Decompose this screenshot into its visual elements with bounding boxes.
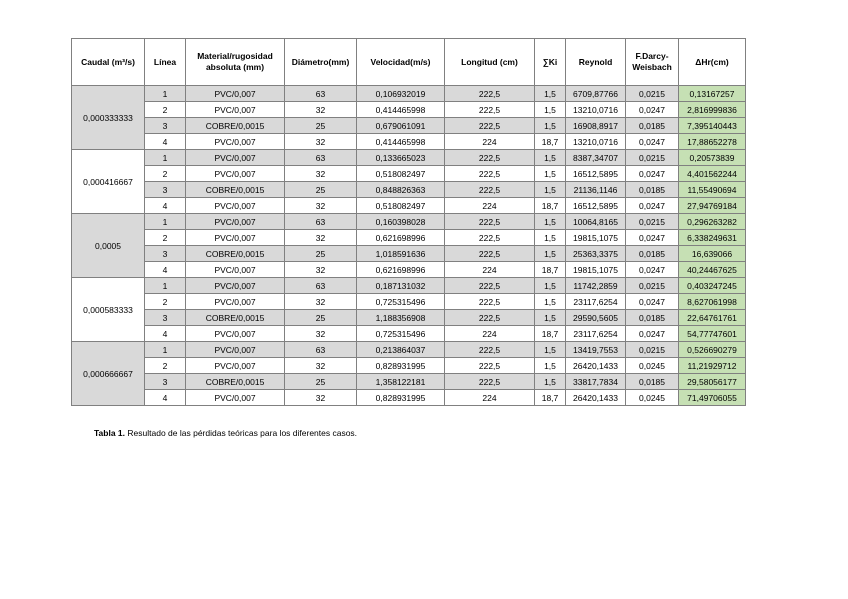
sum-ki-cell: 1,5 [535, 182, 566, 198]
reynold-cell: 19815,1075 [566, 230, 626, 246]
results-table [71, 38, 746, 406]
velocidad-cell: 1,018591636 [357, 246, 445, 262]
reynold-cell: 29590,5605 [566, 310, 626, 326]
material-cell: PVC/0,007 [186, 230, 285, 246]
longitud-cell: 222,5 [445, 358, 535, 374]
material-cell: PVC/0,007 [186, 214, 285, 230]
table-row [72, 294, 746, 310]
diametro-cell: 63 [285, 342, 357, 358]
table-row [72, 310, 746, 326]
header-reynold: Reynold [566, 39, 626, 86]
linea-cell: 1 [145, 278, 186, 294]
reynold-cell: 13210,0716 [566, 102, 626, 118]
velocidad-cell: 0,679061091 [357, 118, 445, 134]
darcy-weisbach-cell: 0,0247 [626, 230, 679, 246]
diametro-cell: 63 [285, 150, 357, 166]
table-row [72, 118, 746, 134]
sum-ki-cell: 1,5 [535, 214, 566, 230]
delta-hr-cell: 54,77747601 [679, 326, 746, 342]
material-cell: PVC/0,007 [186, 102, 285, 118]
header-velocidad: Velocidad(m/s) [357, 39, 445, 86]
sum-ki-cell: 1,5 [535, 150, 566, 166]
linea-cell: 4 [145, 198, 186, 214]
delta-hr-cell: 40,24467625 [679, 262, 746, 278]
darcy-weisbach-cell: 0,0247 [626, 326, 679, 342]
longitud-cell: 222,5 [445, 182, 535, 198]
linea-cell: 2 [145, 166, 186, 182]
velocidad-cell: 0,160398028 [357, 214, 445, 230]
darcy-weisbach-cell: 0,0185 [626, 118, 679, 134]
material-cell: COBRE/0,0015 [186, 118, 285, 134]
darcy-weisbach-cell: 0,0247 [626, 102, 679, 118]
longitud-cell: 222,5 [445, 166, 535, 182]
longitud-cell: 222,5 [445, 342, 535, 358]
diametro-cell: 63 [285, 86, 357, 102]
table-row [72, 326, 746, 342]
sum-ki-cell: 1,5 [535, 374, 566, 390]
caudal-cell: 0,000666667 [72, 342, 145, 406]
material-cell: PVC/0,007 [186, 278, 285, 294]
delta-hr-cell: 0,13167257 [679, 86, 746, 102]
table-row [72, 390, 746, 406]
velocidad-cell: 0,187131032 [357, 278, 445, 294]
diametro-cell: 63 [285, 278, 357, 294]
delta-hr-cell: 22,64761761 [679, 310, 746, 326]
linea-cell: 1 [145, 342, 186, 358]
header-linea: Línea [145, 39, 186, 86]
darcy-weisbach-cell: 0,0215 [626, 278, 679, 294]
velocidad-cell: 0,518082497 [357, 166, 445, 182]
longitud-cell: 224 [445, 326, 535, 342]
longitud-cell: 222,5 [445, 294, 535, 310]
header-diametro: Diámetro(mm) [285, 39, 357, 86]
velocidad-cell: 1,188356908 [357, 310, 445, 326]
reynold-cell: 13419,7553 [566, 342, 626, 358]
velocidad-cell: 0,133665023 [357, 150, 445, 166]
material-cell: PVC/0,007 [186, 86, 285, 102]
velocidad-cell: 0,213864037 [357, 342, 445, 358]
delta-hr-cell: 0,296263282 [679, 214, 746, 230]
longitud-cell: 222,5 [445, 150, 535, 166]
velocidad-cell: 0,848826363 [357, 182, 445, 198]
linea-cell: 3 [145, 182, 186, 198]
darcy-weisbach-cell: 0,0215 [626, 342, 679, 358]
header-material: Material/rugosidad absoluta (mm) [186, 39, 285, 86]
longitud-cell: 222,5 [445, 86, 535, 102]
reynold-cell: 23117,6254 [566, 326, 626, 342]
diametro-cell: 32 [285, 390, 357, 406]
table-body [72, 86, 746, 406]
material-cell: COBRE/0,0015 [186, 246, 285, 262]
reynold-cell: 25363,3375 [566, 246, 626, 262]
darcy-weisbach-cell: 0,0185 [626, 374, 679, 390]
darcy-weisbach-cell: 0,0247 [626, 198, 679, 214]
darcy-weisbach-cell: 0,0247 [626, 262, 679, 278]
delta-hr-cell: 4,401562244 [679, 166, 746, 182]
reynold-cell: 23117,6254 [566, 294, 626, 310]
delta-hr-cell: 11,21929712 [679, 358, 746, 374]
caudal-cell: 0,0005 [72, 214, 145, 278]
caption-text: Resultado de las pérdidas teóricas para los diferentes casos. [127, 428, 358, 438]
diametro-cell: 32 [285, 358, 357, 374]
longitud-cell: 224 [445, 390, 535, 406]
diametro-cell: 32 [285, 294, 357, 310]
diametro-cell: 32 [285, 230, 357, 246]
diametro-cell: 32 [285, 134, 357, 150]
caudal-cell: 0,000416667 [72, 150, 145, 214]
reynold-cell: 26420,1433 [566, 390, 626, 406]
reynold-cell: 16512,5895 [566, 166, 626, 182]
delta-hr-cell: 0,403247245 [679, 278, 746, 294]
delta-hr-cell: 11,55490694 [679, 182, 746, 198]
delta-hr-cell: 16,639066 [679, 246, 746, 262]
sum-ki-cell: 18,7 [535, 390, 566, 406]
diametro-cell: 25 [285, 374, 357, 390]
material-cell: PVC/0,007 [186, 390, 285, 406]
reynold-cell: 11742,2859 [566, 278, 626, 294]
table-row [72, 246, 746, 262]
reynold-cell: 13210,0716 [566, 134, 626, 150]
reynold-cell: 33817,7834 [566, 374, 626, 390]
reynold-cell: 19815,1075 [566, 262, 626, 278]
darcy-weisbach-cell: 0,0185 [626, 310, 679, 326]
reynold-cell: 16908,8917 [566, 118, 626, 134]
table-row [72, 230, 746, 246]
diametro-cell: 32 [285, 326, 357, 342]
diametro-cell: 25 [285, 182, 357, 198]
material-cell: PVC/0,007 [186, 166, 285, 182]
linea-cell: 1 [145, 214, 186, 230]
velocidad-cell: 1,358122181 [357, 374, 445, 390]
darcy-weisbach-cell: 0,0215 [626, 150, 679, 166]
sum-ki-cell: 1,5 [535, 342, 566, 358]
linea-cell: 2 [145, 102, 186, 118]
longitud-cell: 222,5 [445, 118, 535, 134]
linea-cell: 4 [145, 390, 186, 406]
linea-cell: 4 [145, 262, 186, 278]
material-cell: PVC/0,007 [186, 150, 285, 166]
table-row [72, 86, 746, 102]
longitud-cell: 222,5 [445, 374, 535, 390]
velocidad-cell: 0,414465998 [357, 134, 445, 150]
table-row [72, 182, 746, 198]
velocidad-cell: 0,828931995 [357, 358, 445, 374]
sum-ki-cell: 1,5 [535, 86, 566, 102]
darcy-weisbach-cell: 0,0247 [626, 166, 679, 182]
delta-hr-cell: 27,94769184 [679, 198, 746, 214]
darcy-weisbach-cell: 0,0215 [626, 214, 679, 230]
longitud-cell: 222,5 [445, 102, 535, 118]
table-row [72, 214, 746, 230]
velocidad-cell: 0,106932019 [357, 86, 445, 102]
diametro-cell: 32 [285, 198, 357, 214]
reynold-cell: 8387,34707 [566, 150, 626, 166]
sum-ki-cell: 18,7 [535, 134, 566, 150]
diametro-cell: 25 [285, 246, 357, 262]
table-row [72, 134, 746, 150]
linea-cell: 4 [145, 326, 186, 342]
caudal-cell: 0,000333333 [72, 86, 145, 150]
material-cell: PVC/0,007 [186, 262, 285, 278]
longitud-cell: 222,5 [445, 246, 535, 262]
material-cell: PVC/0,007 [186, 198, 285, 214]
sum-ki-cell: 18,7 [535, 262, 566, 278]
velocidad-cell: 0,828931995 [357, 390, 445, 406]
reynold-cell: 21136,1146 [566, 182, 626, 198]
material-cell: PVC/0,007 [186, 358, 285, 374]
delta-hr-cell: 17,88652278 [679, 134, 746, 150]
sum-ki-cell: 1,5 [535, 246, 566, 262]
darcy-weisbach-cell: 0,0185 [626, 182, 679, 198]
table-row [72, 342, 746, 358]
longitud-cell: 222,5 [445, 230, 535, 246]
header-delta-hr: ΔHr(cm) [679, 39, 746, 86]
linea-cell: 2 [145, 358, 186, 374]
linea-cell: 3 [145, 374, 186, 390]
caudal-cell: 0,000583333 [72, 278, 145, 342]
table-row [72, 262, 746, 278]
table-row [72, 166, 746, 182]
header-darcy-weisbach: F.Darcy-Weisbach [626, 39, 679, 86]
longitud-cell: 222,5 [445, 214, 535, 230]
sum-ki-cell: 1,5 [535, 102, 566, 118]
velocidad-cell: 0,725315496 [357, 294, 445, 310]
header-sum-ki: ∑Ki [535, 39, 566, 86]
longitud-cell: 222,5 [445, 310, 535, 326]
sum-ki-cell: 1,5 [535, 230, 566, 246]
table-header-row [72, 39, 746, 86]
delta-hr-cell: 29,58056177 [679, 374, 746, 390]
material-cell: COBRE/0,0015 [186, 182, 285, 198]
darcy-weisbach-cell: 0,0247 [626, 294, 679, 310]
darcy-weisbach-cell: 0,0185 [626, 246, 679, 262]
header-longitud: Longitud (cm) [445, 39, 535, 86]
delta-hr-cell: 71,49706055 [679, 390, 746, 406]
linea-cell: 2 [145, 294, 186, 310]
reynold-cell: 26420,1433 [566, 358, 626, 374]
delta-hr-cell: 6,338249631 [679, 230, 746, 246]
table-row [72, 102, 746, 118]
diametro-cell: 32 [285, 262, 357, 278]
linea-cell: 2 [145, 230, 186, 246]
diametro-cell: 32 [285, 166, 357, 182]
material-cell: PVC/0,007 [186, 342, 285, 358]
darcy-weisbach-cell: 0,0247 [626, 134, 679, 150]
caption-label: Tabla 1. [94, 428, 126, 438]
sum-ki-cell: 1,5 [535, 310, 566, 326]
sum-ki-cell: 18,7 [535, 326, 566, 342]
material-cell: COBRE/0,0015 [186, 374, 285, 390]
reynold-cell: 10064,8165 [566, 214, 626, 230]
longitud-cell: 222,5 [445, 278, 535, 294]
delta-hr-cell: 8,627061998 [679, 294, 746, 310]
reynold-cell: 16512,5895 [566, 198, 626, 214]
velocidad-cell: 0,621698996 [357, 262, 445, 278]
darcy-weisbach-cell: 0,0245 [626, 358, 679, 374]
velocidad-cell: 0,518082497 [357, 198, 445, 214]
table-row [72, 278, 746, 294]
table-caption [94, 428, 357, 438]
reynold-cell: 6709,87766 [566, 86, 626, 102]
table-row [72, 358, 746, 374]
diametro-cell: 25 [285, 310, 357, 326]
sum-ki-cell: 1,5 [535, 278, 566, 294]
linea-cell: 3 [145, 118, 186, 134]
material-cell: PVC/0,007 [186, 134, 285, 150]
sum-ki-cell: 1,5 [535, 358, 566, 374]
delta-hr-cell: 2,816999836 [679, 102, 746, 118]
linea-cell: 3 [145, 310, 186, 326]
material-cell: COBRE/0,0015 [186, 310, 285, 326]
velocidad-cell: 0,725315496 [357, 326, 445, 342]
diametro-cell: 25 [285, 118, 357, 134]
velocidad-cell: 0,621698996 [357, 230, 445, 246]
linea-cell: 1 [145, 86, 186, 102]
sum-ki-cell: 1,5 [535, 118, 566, 134]
table-row [72, 374, 746, 390]
delta-hr-cell: 7,395140443 [679, 118, 746, 134]
longitud-cell: 224 [445, 134, 535, 150]
velocidad-cell: 0,414465998 [357, 102, 445, 118]
longitud-cell: 224 [445, 198, 535, 214]
diametro-cell: 63 [285, 214, 357, 230]
longitud-cell: 224 [445, 262, 535, 278]
linea-cell: 4 [145, 134, 186, 150]
material-cell: PVC/0,007 [186, 326, 285, 342]
header-caudal: Caudal (m³/s) [72, 39, 145, 86]
diametro-cell: 32 [285, 102, 357, 118]
darcy-weisbach-cell: 0,0215 [626, 86, 679, 102]
sum-ki-cell: 1,5 [535, 294, 566, 310]
delta-hr-cell: 0,20573839 [679, 150, 746, 166]
darcy-weisbach-cell: 0,0245 [626, 390, 679, 406]
linea-cell: 1 [145, 150, 186, 166]
sum-ki-cell: 1,5 [535, 166, 566, 182]
linea-cell: 3 [145, 246, 186, 262]
sum-ki-cell: 18,7 [535, 198, 566, 214]
delta-hr-cell: 0,526690279 [679, 342, 746, 358]
table-row [72, 150, 746, 166]
table-row [72, 198, 746, 214]
material-cell: PVC/0,007 [186, 294, 285, 310]
